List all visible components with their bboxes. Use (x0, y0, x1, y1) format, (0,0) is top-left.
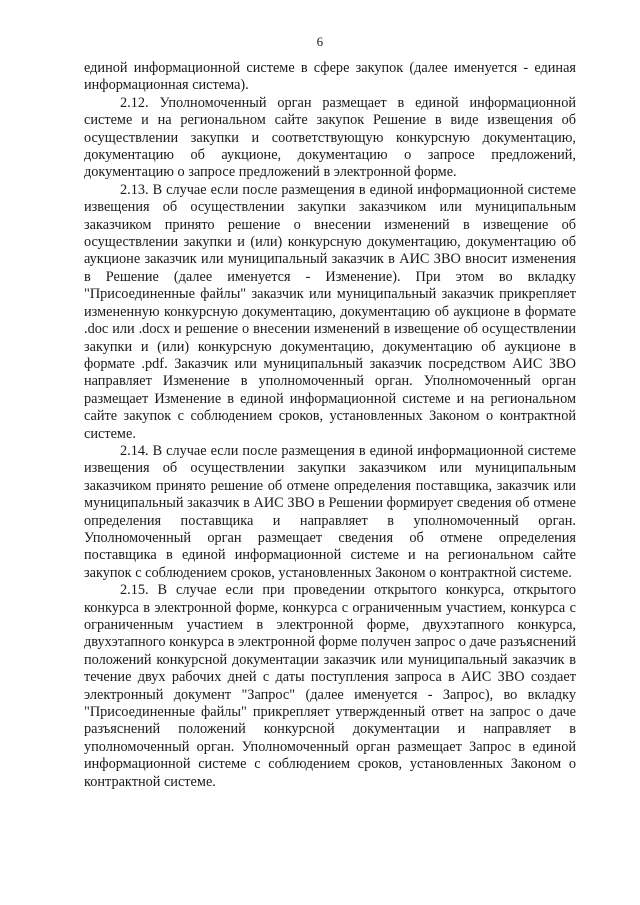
paragraph-2-14: 2.14. В случае если после размещения в единой информационной системе извещения об осуществлении закупки заказчиком или муниципальным заказчиком принято решение об отмене определения поставщика, заказчик или муниципальный заказчик в АИС ЗВО в Решении формирует сведения об отмене определения поставщика и направляет в уполномоченный орган. Уполномоченный орган размещает сведения об отмене определения поставщика в единой информационной системе и на региональном сайте закупок с соблюдением сроков, установленных Законом о контрактной системе. (84, 442, 576, 581)
paragraph-2-15: 2.15. В случае если при проведении открытого конкурса, открытого конкурса в электронной форме, конкурса с ограниченным участием, конкурса с ограниченным участием в электронной форме, двухэтапного конкурса, двухэтапного конкурса в электронной форме получен запрос о даче разъяснений положений конкурсной документации заказчик или муниципальный заказчик в течение двух рабочих дней с даты поступления запроса в АИС ЗВО создает электронный документ "Запрос" (далее именуется - Запрос), во вкладку "Присоединенные файлы" прикрепляет утвержденный ответ на запрос о даче разъяснений положений конкурсной документации и направляет в уполномоченный орган. Уполномоченный орган размещает Запрос в единой информационной системе с соблюдением сроков, установленных Законом о контрактной системе. (84, 582, 576, 790)
paragraph-2-12: 2.12. Уполномоченный орган размещает в единой информационной системе и на региональном сайте закупок Решение в виде извещения об осуществлении закупки и соответствующую конкурсную документацию, документацию об аукционе, документацию о запросе предложений, документацию о запросе предложений в электронной форме. (84, 94, 576, 181)
page-number: 6 (316, 34, 324, 49)
paragraph-2-13: 2.13. В случае если после размещения в единой информационной системе извещения об осуществлении закупки заказчиком или муниципальным заказчиком принято решение о внесении изменений в извещение об осуществлении закупки и (или) конкурсную документацию, документацию об аукционе заказчик или муниципальный заказчик в АИС ЗВО вносит изменения в Решение (далее именуется - Изменение). При этом во вкладку "Присоединенные файлы" заказчик или муниципальный заказчик прикрепляет измененную конкурсную документацию, документацию об аукционе в формате .doc или .docx и решение о внесении изменений в извещение об осуществлении закупки и (или) конкурсную документацию, документацию об аукционе в формате .pdf. Заказчик или муниципальный заказчик посредством АИС ЗВО направляет Изменение в уполномоченный орган. Уполномоченный орган размещает Изменение в единой информационной системе и на региональном сайте закупок с соблюдением сроков, установленных Законом о контрактной системе. (84, 181, 576, 442)
paragraph-continuation: единой информационной системе в сфере закупок (далее именуется - единая информационная система). (84, 60, 576, 94)
document-body (84, 60, 576, 791)
